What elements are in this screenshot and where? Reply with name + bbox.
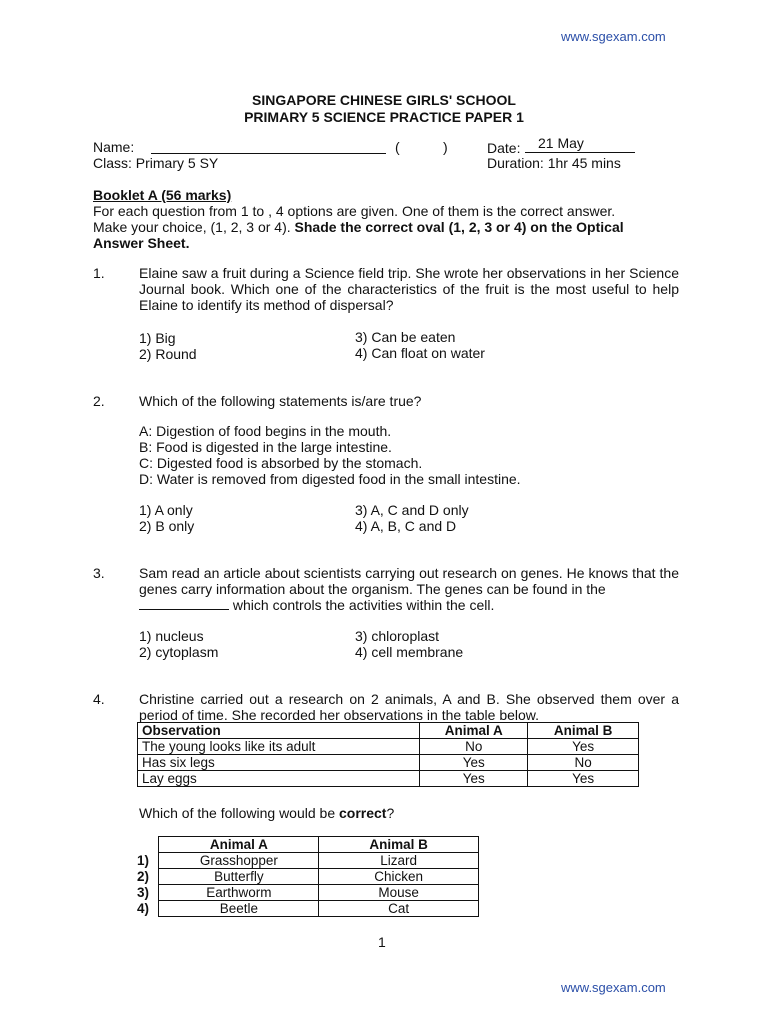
- q1-option-2: 2) Round: [139, 346, 197, 362]
- table-header: Animal A: [159, 837, 319, 853]
- table-cell: Mouse: [319, 885, 479, 901]
- q3-option-3: 3) chloroplast: [355, 628, 440, 644]
- table-cell: Yes: [420, 771, 528, 787]
- table-header-row: [137, 837, 479, 853]
- answer-options-table: [137, 836, 479, 917]
- table-cell: Yes: [420, 755, 528, 771]
- q2-option-1: 1) A only: [139, 502, 193, 518]
- date-underline: [525, 152, 635, 153]
- instruction-line-1: For each question from 1 to , 4 options are given. One of them is the correct answer.: [93, 203, 616, 219]
- register-paren-close: ): [443, 139, 448, 155]
- table-cell: The young looks like its adult: [138, 739, 420, 755]
- date-label: Date:: [487, 140, 521, 156]
- table-row: [137, 869, 479, 885]
- instruction-line-2: [93, 219, 624, 235]
- name-label: Name:: [93, 139, 135, 155]
- register-paren-open: (: [395, 139, 400, 155]
- table-row: [137, 853, 479, 869]
- q1-option-1: 1) Big: [139, 330, 176, 346]
- instruction-line-2a: Make your choice, (1, 2, 3 or 4).: [93, 219, 295, 235]
- table-header: Observation: [138, 723, 420, 739]
- table-cell: Yes: [528, 771, 639, 787]
- option-number: 2): [137, 869, 150, 884]
- name-field[interactable]: [151, 139, 386, 154]
- table-row: [137, 885, 479, 901]
- option-number: 4): [137, 901, 150, 916]
- table-cell: Earthworm: [159, 885, 319, 901]
- table-cell: Beetle: [159, 901, 319, 917]
- q3-option-4: 4) cell membrane: [355, 644, 464, 660]
- table-cell: Cat: [319, 901, 479, 917]
- table-header: Animal B: [319, 837, 479, 853]
- q2-number: 2.: [93, 393, 105, 409]
- table-cell: No: [528, 755, 639, 771]
- table-row: [138, 739, 639, 755]
- instruction-line-2b: Shade the correct oval (1, 2, 3 or 4) on the Optical: [294, 219, 624, 235]
- q1-number: 1.: [93, 265, 105, 281]
- table-cell: Has six legs: [138, 755, 420, 771]
- q1-option-4: 4) Can float on water: [355, 345, 485, 361]
- duration-line: Duration: 1hr 45 mins: [487, 155, 621, 171]
- q3-text-a: Sam read an article about scientists carrying out research on genes. He knows that the genes carry information about the organism. The genes can be found in the: [139, 565, 679, 597]
- school-title: SINGAPORE CHINESE GIRLS' SCHOOL: [252, 92, 516, 108]
- page-number: 1: [378, 934, 386, 950]
- q4-number: 4.: [93, 691, 105, 707]
- q2-option-4: 4) A, B, C and D: [355, 518, 457, 534]
- q4-prompt-a: Which of the following would be: [139, 805, 339, 821]
- table-cell: Butterfly: [159, 869, 319, 885]
- q2-statement-a: A: Digestion of food begins in the mouth.: [139, 423, 392, 439]
- q4-text: Christine carried out a research on 2 animals, A and B. She observed them over a period of time. She recorded her observations in the table below.: [139, 691, 679, 723]
- table-cell: Chicken: [319, 869, 479, 885]
- q2-statement-c: C: Digested food is absorbed by the stomach.: [139, 455, 423, 471]
- q2-option-3: 3) A, C and D only: [355, 502, 469, 518]
- q3-text: [139, 565, 679, 613]
- q2-text: Which of the following statements is/are true?: [139, 393, 422, 409]
- booklet-title: Booklet A (56 marks): [93, 187, 232, 203]
- date-value[interactable]: 21 May: [538, 135, 584, 151]
- q4-prompt-b: correct: [339, 805, 387, 821]
- q2-statement-b: B: Food is digested in the large intestine.: [139, 439, 392, 455]
- table-row: [138, 755, 639, 771]
- q1-option-3: 3) Can be eaten: [355, 329, 456, 345]
- class-line: Class: Primary 5 SY: [93, 155, 219, 171]
- table-header-row: [138, 723, 639, 739]
- q2-option-2: 2) B only: [139, 518, 195, 534]
- option-number: 1): [137, 853, 150, 868]
- q3-option-1: 1) nucleus: [139, 628, 204, 644]
- q3-answer-blank[interactable]: [139, 597, 229, 610]
- table-cell: Yes: [528, 739, 639, 755]
- q4-prompt: [139, 805, 394, 821]
- table-cell: Lizard: [319, 853, 479, 869]
- table-cell: No: [420, 739, 528, 755]
- q2-statement-d: D: Water is removed from digested food in the small intestine.: [139, 471, 521, 487]
- table-cell: Grasshopper: [159, 853, 319, 869]
- header-url[interactable]: www.sgexam.com: [561, 29, 666, 44]
- q3-number: 3.: [93, 565, 105, 581]
- table-header: Animal A: [420, 723, 528, 739]
- observation-table: [137, 722, 639, 787]
- q4-prompt-c: ?: [386, 805, 395, 821]
- table-row: [137, 901, 479, 917]
- footer-url[interactable]: www.sgexam.com: [561, 980, 666, 995]
- table-row: [138, 771, 639, 787]
- q3-text-b: which controls the activities within the cell.: [229, 597, 495, 613]
- q3-option-2: 2) cytoplasm: [139, 644, 219, 660]
- paper-title: PRIMARY 5 SCIENCE PRACTICE PAPER 1: [244, 109, 524, 125]
- table-cell: Lay eggs: [138, 771, 420, 787]
- option-number: 3): [137, 885, 150, 900]
- q1-text: Elaine saw a fruit during a Science field trip. She wrote her observations in her Science Journal book. Which one of the characteristics of the fruit is the most useful to help Elaine to identify its method of dispersal?: [139, 265, 679, 313]
- instruction-line-3: Answer Sheet.: [93, 235, 190, 251]
- table-header: Animal B: [528, 723, 639, 739]
